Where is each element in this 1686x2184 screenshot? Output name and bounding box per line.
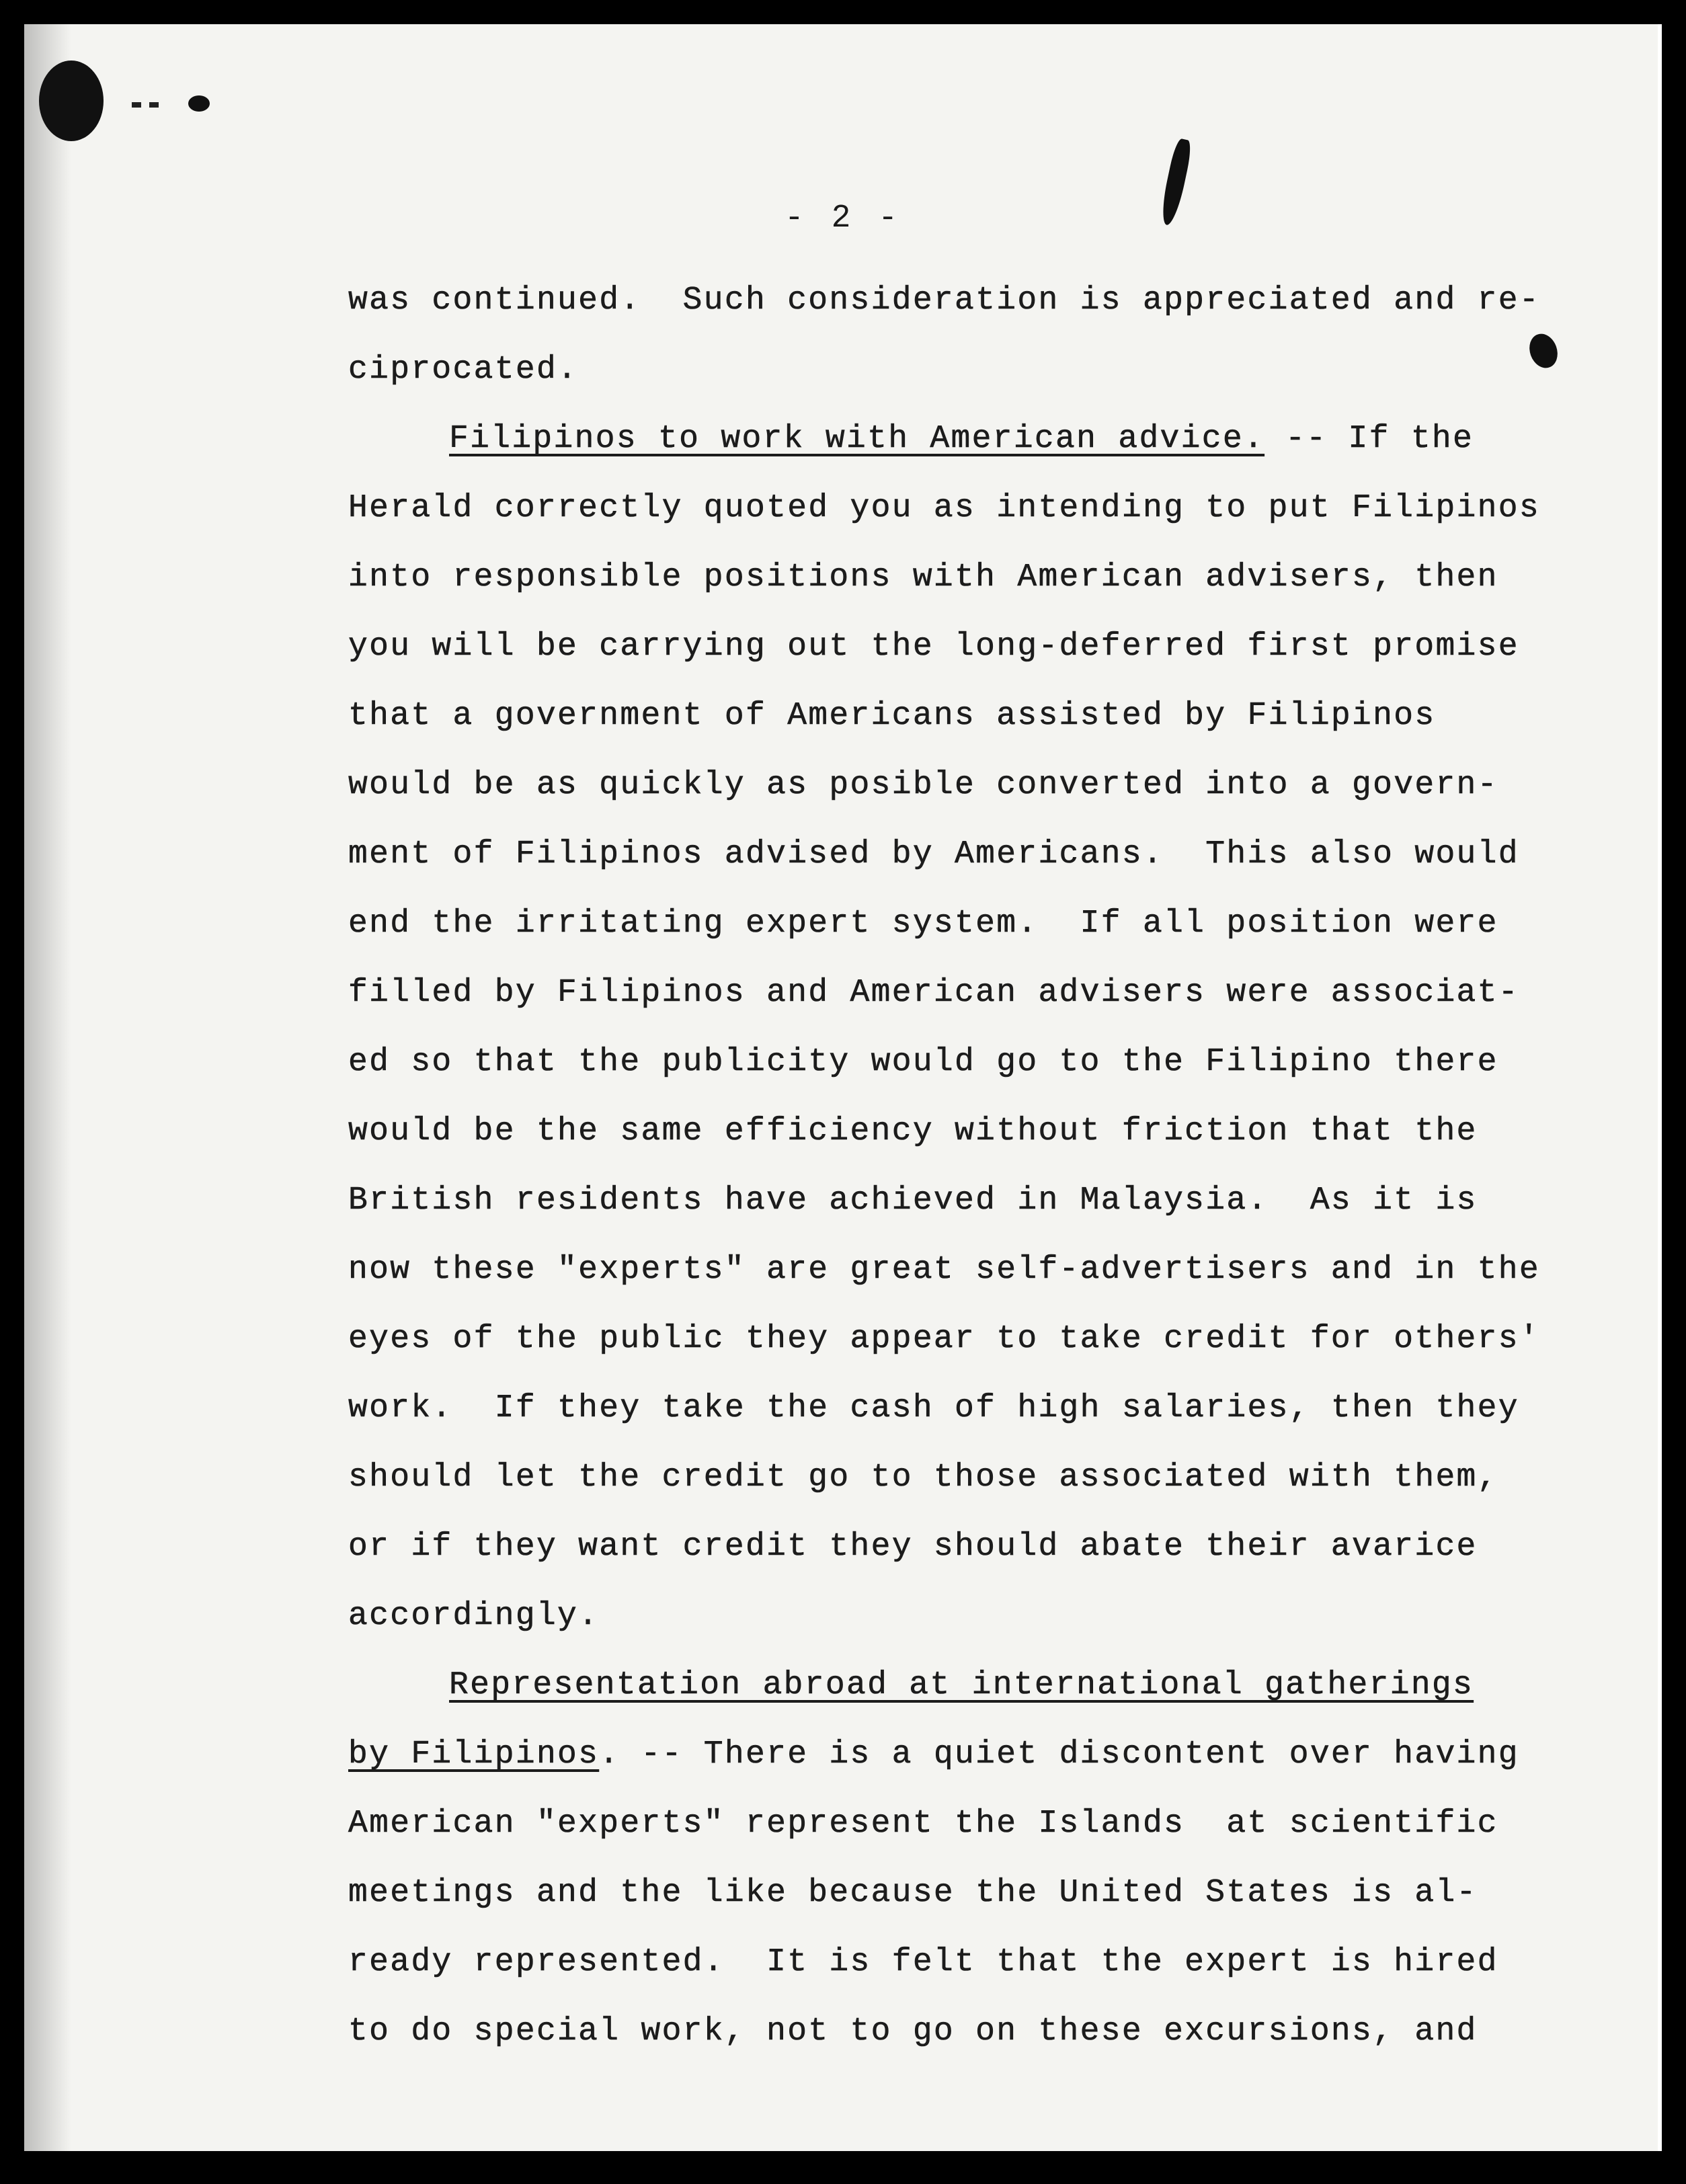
text-line [348,1651,1572,1720]
text-line: ready represented. It is felt that the expert is hired [348,1944,1498,1980]
text-line: American "experts" represent the Islands at scientific [348,1806,1498,1842]
scan-edge [1658,24,1662,2151]
text-line: would be the same efficiency without friction that the [348,1113,1478,1149]
section-heading: by Filipinos [348,1736,600,1773]
text-line [348,405,1572,474]
section-heading: Representation abroad at international gatherings [449,1667,1474,1703]
text-line: or if they want credit they should abate their avarice [348,1529,1478,1565]
text-line: meetings and the like because the United States is al- [348,1875,1478,1911]
text-line: into responsible positions with American advisers, then [348,559,1498,596]
text-line: to do special work, not to go on these excursions, and [348,2013,1478,2050]
text-line: ment of Filipinos advised by Americans. This also would [348,836,1519,873]
text-span: . -- There is a quiet discontent over having [599,1736,1519,1773]
text-line: would be as quickly as posible converted into a govern- [348,767,1498,803]
text-line: was continued. Such consideration is appreciated and re- [348,282,1540,319]
text-line: British residents have achieved in Malaysia. As it is [348,1182,1478,1219]
text-line: work. If they take the cash of high salaries, then they [348,1390,1519,1426]
text-line: accordingly. [348,1598,600,1634]
hole-punch-mark [39,60,104,141]
typed-body-text [348,266,1572,2066]
text-line: Herald correctly quoted you as intending to put Filipinos [348,490,1540,526]
text-span: -- If the [1264,421,1474,457]
text-line [348,1720,1572,1789]
text-line: end the irritating expert system. If all position were [348,905,1498,942]
page-shadow [24,24,71,2151]
text-line: you will be carrying out the long-deferred first promise [348,629,1519,665]
text-line: ciprocated. [348,352,579,388]
text-line: eyes of the public they appear to take credit for others' [348,1321,1540,1357]
text-line: ed so that the publicity would go to the Filipino there [348,1044,1498,1080]
text-line: now these "experts" are great self-advertisers and in the [348,1252,1540,1288]
text-line: filled by Filipinos and American advisers were associat- [348,975,1519,1011]
text-line: that a government of Americans assisted by Filipinos [348,698,1436,734]
page-number: - 2 - [784,200,902,237]
ink-dash-marks [125,85,219,125]
section-heading: Filipinos to work with American advice. [449,421,1265,457]
text-line: should let the credit go to those associated with them, [348,1459,1498,1496]
document-page [24,24,1662,2151]
